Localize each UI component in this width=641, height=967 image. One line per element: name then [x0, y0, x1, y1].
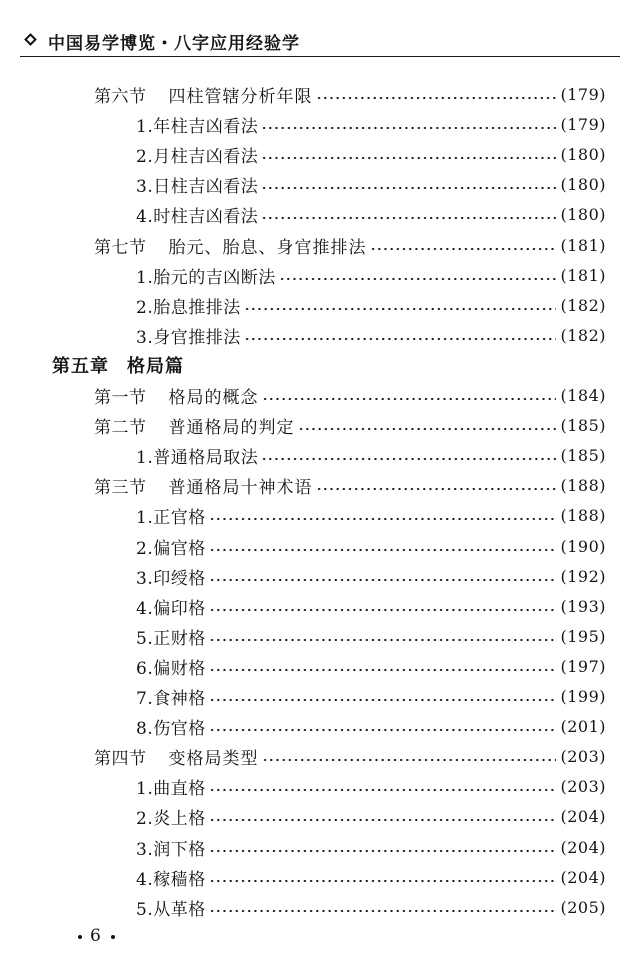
toc-page-number: (179): [560, 84, 606, 104]
toc-page-number: (180): [560, 204, 606, 224]
chapter-title: 格局篇: [127, 356, 184, 377]
toc-page-number: (203): [560, 746, 606, 766]
toc-item-entry: [136, 442, 606, 468]
item-title: 6.偏财格: [136, 658, 206, 679]
dot-leader: [209, 502, 557, 528]
toc-page-number: (188): [560, 505, 606, 525]
toc-page-number: (180): [560, 174, 606, 194]
page-number: 6: [90, 926, 103, 946]
toc-page-number: (205): [560, 897, 606, 917]
dot-leader: [209, 864, 557, 890]
toc-item-entry: [136, 894, 606, 920]
item-title: 3.身官推排法: [136, 327, 241, 348]
toc-page-number: (182): [560, 325, 606, 345]
toc-page-number: (204): [560, 806, 606, 826]
item-title: 1.曲直格: [136, 778, 206, 799]
item-title: 4.稼穑格: [136, 869, 206, 890]
dot-leader: [209, 894, 557, 920]
item-title: 4.偏印格: [136, 598, 206, 619]
section-title: 普通格局的判定: [168, 417, 295, 438]
dot-leader: [209, 773, 557, 799]
dot-leader: [209, 713, 557, 739]
dot-leader: [279, 262, 557, 288]
section-label: 第六节: [94, 86, 147, 107]
toc-item-entry: [136, 171, 606, 197]
item-title: 5.正财格: [136, 628, 206, 649]
toc-item-entry: [136, 533, 606, 559]
toc-page-number: (188): [560, 475, 606, 495]
dot-leader: [209, 563, 557, 589]
section-label: 第四节: [94, 748, 147, 769]
toc-chapter-heading: [52, 352, 352, 378]
toc-item-entry: [136, 502, 606, 528]
toc-section-entry: [94, 81, 606, 107]
dot-leader: [209, 683, 557, 709]
toc-item-entry: [136, 773, 606, 799]
toc-page-number: (180): [560, 144, 606, 164]
dot-leader: [261, 141, 556, 167]
item-title: 1.正官格: [136, 507, 206, 528]
dot-leader: [244, 322, 557, 348]
section-title: 胎元、胎息、身官推排法: [168, 237, 367, 258]
toc-page-number: (184): [560, 385, 606, 405]
toc-item-entry: [136, 713, 606, 739]
dot-leader: [261, 201, 556, 227]
dot-leader: [261, 171, 556, 197]
dot-leader: [209, 593, 557, 619]
toc-page-number: (185): [560, 445, 606, 465]
item-title: 2.炎上格: [136, 808, 206, 829]
toc-section-entry: [94, 382, 606, 408]
item-title: 8.伤官格: [136, 718, 206, 739]
toc-section-entry: [94, 232, 606, 258]
toc-section-entry: [94, 472, 606, 498]
toc-page-number: (185): [560, 415, 606, 435]
dot-leader: [261, 442, 556, 468]
toc-page-number: (203): [560, 776, 606, 796]
dot-leader: [244, 292, 557, 318]
item-title: 2.偏官格: [136, 538, 206, 559]
item-title: 7.食神格: [136, 688, 206, 709]
section-label: 第一节: [94, 387, 147, 408]
footer-dot-right: [111, 935, 115, 939]
toc-page-number: (195): [560, 626, 606, 646]
toc-page-number: (204): [560, 837, 606, 857]
item-title: 2.月柱吉凶看法: [136, 146, 259, 167]
dot-leader: [261, 111, 556, 137]
section-title: 普通格局十神术语: [168, 477, 313, 498]
item-title: 4.时柱吉凶看法: [136, 206, 259, 227]
toc-page-number: (181): [560, 265, 606, 285]
dot-leader: [370, 232, 557, 258]
header-title: 中国易学博览・八字应用经验学: [48, 34, 300, 54]
toc-item-entry: [136, 623, 606, 649]
toc-item-entry: [136, 803, 606, 829]
dot-leader: [298, 412, 557, 438]
toc-page-number: (201): [560, 716, 606, 736]
toc-item-entry: [136, 141, 606, 167]
item-title: 5.从革格: [136, 899, 206, 920]
dot-leader: [209, 533, 557, 559]
item-title: 3.润下格: [136, 839, 206, 860]
dot-leader: [262, 743, 557, 769]
toc-page-number: (197): [560, 656, 606, 676]
toc-section-entry: [94, 743, 606, 769]
section-title: 四柱管辖分析年限: [168, 86, 313, 107]
toc-item-entry: [136, 292, 606, 318]
section-title: 变格局类型: [168, 748, 259, 769]
toc-page-number: (181): [560, 235, 606, 255]
toc-page-number: (179): [560, 114, 606, 134]
dot-leader: [209, 834, 557, 860]
toc-item-entry: [136, 262, 606, 288]
toc-item-entry: [136, 683, 606, 709]
toc-item-entry: [136, 111, 606, 137]
dot-leader: [209, 803, 557, 829]
dot-leader: [316, 472, 557, 498]
item-title: 3.印绶格: [136, 568, 206, 589]
item-title: 1.普通格局取法: [136, 447, 259, 468]
toc-page-number: (193): [560, 596, 606, 616]
item-title: 1.胎元的吉凶断法: [136, 267, 276, 288]
toc-page-number: (192): [560, 566, 606, 586]
section-label: 第三节: [94, 477, 147, 498]
toc-item-entry: [136, 322, 606, 348]
toc-page-number: (190): [560, 536, 606, 556]
section-label: 第七节: [94, 237, 147, 258]
item-title: 3.日柱吉凶看法: [136, 176, 259, 197]
chapter-label: 第五章: [52, 356, 109, 377]
toc-item-entry: [136, 593, 606, 619]
toc-section-entry: [94, 412, 606, 438]
toc-item-entry: [136, 834, 606, 860]
toc-page-number: (204): [560, 867, 606, 887]
section-title: 格局的概念: [168, 387, 259, 408]
toc-item-entry: [136, 864, 606, 890]
page-footer: [70, 926, 123, 946]
toc-item-entry: [136, 653, 606, 679]
section-label: 第二节: [94, 417, 147, 438]
dot-leader: [209, 653, 557, 679]
dot-leader: [316, 81, 557, 107]
item-title: 1.年柱吉凶看法: [136, 116, 259, 137]
item-title: 2.胎息推排法: [136, 297, 241, 318]
footer-dot-left: [78, 935, 82, 939]
toc-item-entry: [136, 563, 606, 589]
dot-leader: [209, 623, 557, 649]
dot-leader: [262, 382, 557, 408]
toc-page-number: (199): [560, 686, 606, 706]
toc-item-entry: [136, 201, 606, 227]
toc-page-number: (182): [560, 295, 606, 315]
